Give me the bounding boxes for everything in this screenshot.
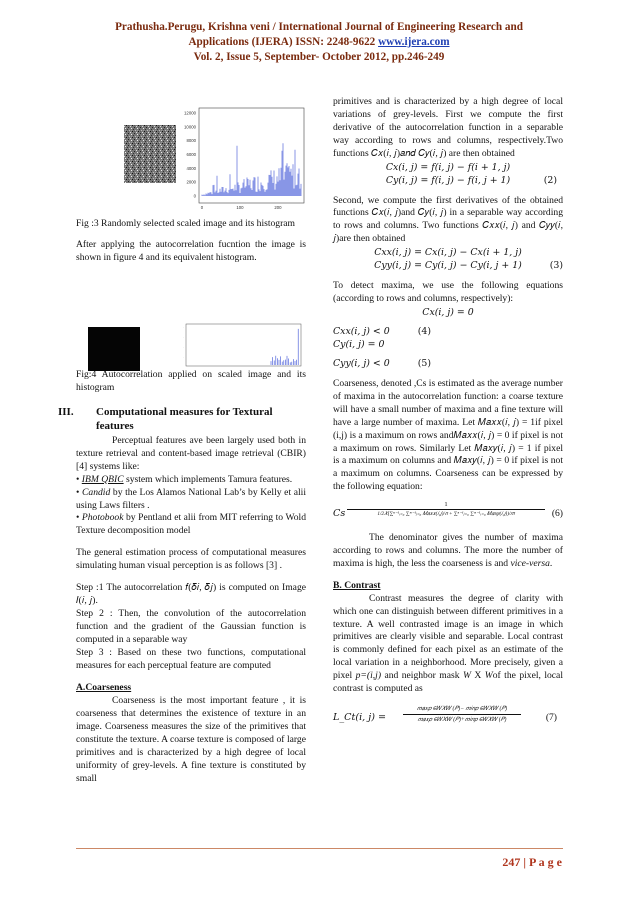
equation-2b-text: 𝐶𝑦(𝑖, 𝑗) = 𝑓(𝑖, 𝑗) − 𝑓(𝑖, 𝑗 + 1)	[385, 174, 511, 186]
footer-rule	[76, 848, 563, 849]
equation-6-number: (6)	[551, 508, 563, 520]
equation-3b	[333, 259, 563, 272]
equation-6-fraction	[347, 500, 545, 519]
equation-2b	[333, 174, 563, 187]
qbic-label: IBM QBIC	[81, 473, 124, 485]
equation-5b	[333, 357, 563, 370]
step-2: Step 2 : Then, the convolution of the autocorrelation function and the gradient of the Gaussian function is computed in a separable way	[76, 607, 306, 645]
fig3-x-tick-label: 0	[200, 205, 204, 210]
fig3-y-tick-label: 12000	[184, 110, 196, 116]
header-volume: Vol. 2, Issue 5, September- October 2012, pp.246-249	[193, 51, 445, 63]
fig3-y-tick-label: 2000	[186, 179, 196, 185]
fig4-intro: After applying the autocorrelation fucntion the image is shown in figure 4 and its equivalent histogram.	[76, 238, 306, 263]
equation-4b	[333, 325, 563, 338]
coarseness-paragraph-cont: primitives and is characterized by a high degree of local variations of grey-levels. First we compute the first derivative of the autocorrelation function in a separable way according to rows and columns, respectively.Two functions 𝐶𝑥(𝑖, 𝑗)𝑎𝑛𝑑 𝐶𝑦(𝑖, 𝑗) are then obtained	[333, 96, 563, 159]
bullet-qbic	[76, 474, 306, 487]
bullet-text: by Pentland et alii from MIT referring to Wold Texture decomposition model	[76, 512, 306, 537]
journal-url-link[interactable]: www.ijera.com	[378, 36, 450, 48]
equation-6-lhs: 𝐶𝑠	[333, 508, 346, 520]
mask-w2: W	[484, 670, 493, 682]
figure-4-graphic	[76, 322, 306, 372]
figure-3-graphic	[116, 103, 306, 215]
coarseness-definition: Coarseness, denoted ,Cs is estimated as the average number of maxima in the autocorrelation function: a coarse texture will have a small number of maxima and a fine texture will have a large number of maxima. Let 𝑀𝑎𝑥𝑥(𝑖, 𝑗) = 1if pixel (i,j) is a maximum on rows and𝑀𝑎𝑥𝑥(𝑖, 𝑗) = 0 if pixel is not a maximum on rows. Similarly Let 𝑀𝑎𝑥𝑦(𝑖, 𝑗) = 1 if pixel is a maximum on columns and 𝑀𝑎𝑥𝑦(𝑖, 𝑗) = 0 if pixel is not a maximum on columns. Coarseness can be expressed by the following equation:	[333, 377, 563, 493]
contrast-text-b: and neighbor mask	[381, 670, 463, 682]
second-derivative-paragraph: Second, we compute the first derivatives of the obtained functions 𝐶𝑥(𝑖, 𝑗)and 𝐶𝑦(𝑖, 𝑗) in a separable way according to rows and columns. Two functions 𝐶𝑥𝑥(𝑖, 𝑗) and 𝐶𝑦𝑦(𝑖, 𝑗)are then obtained	[333, 194, 563, 245]
denominator-text: The denominator gives the number of maxima according to rows and columns. The more the number of maxima is high, the less the coarseness is and	[333, 532, 563, 569]
bullet-photobook	[76, 512, 306, 538]
pixel-notation: p=(i,j)	[355, 670, 382, 682]
svg-text:·: ·	[183, 336, 184, 339]
equation-4a: 𝐶𝑥(𝑖, 𝑗) = 0	[422, 306, 474, 318]
photobook-label: Photobook	[81, 512, 124, 524]
equation-3-number: (3)	[549, 260, 563, 272]
journal-header	[0, 20, 638, 65]
fig3-x-tick-label: 200	[274, 205, 282, 210]
bullet-candid	[76, 487, 306, 513]
candid-label: Candid	[82, 486, 111, 498]
fig4-histogram-frame	[186, 324, 301, 366]
fig3-y-tick-label: 6000	[186, 152, 196, 157]
header-issn-text: Applications (IJERA) ISSN: 2248-9622	[188, 36, 379, 48]
equation-4-number: (4)	[417, 325, 431, 337]
section3-intro: Perceptual features ave been largely used both in texture retrieval and content-based image retrieval (CBIR)[4] systems like:	[76, 435, 306, 472]
svg-text:·: ·	[183, 356, 184, 359]
equation-2a: 𝐶𝑥(𝑖, 𝑗) = 𝑓(𝑖, 𝑗) − 𝑓(𝑖 + 1, 𝑗)	[385, 161, 511, 173]
bullet-mark: •	[76, 512, 82, 524]
period: .	[549, 557, 553, 569]
fig3-y-tick-label: 10000	[184, 124, 196, 130]
fig3-caption: Fig :3 Randomly selected scaled image and its histogram	[76, 218, 296, 229]
mask-w: W	[462, 670, 471, 682]
contrast-heading: B. Contrast	[333, 579, 381, 591]
contrast-paragraph	[333, 593, 563, 696]
estimation-paragraph: The general estimation process of computational measures simulating human visual perception is as follows [3] .	[76, 547, 306, 572]
equation-5-number: (5)	[417, 357, 432, 369]
coarseness-heading: A.Coarseness	[76, 682, 132, 694]
bullet-text: by the Los Alamos National Lab’s by Kelly et alii using Laws filters .	[76, 486, 306, 511]
step-1: Step :1 The autocorrelation 𝑓(𝛿𝑖, 𝛿𝑗) is computed on Image 𝐼(𝑖, 𝑗).	[76, 582, 306, 606]
right-column	[333, 96, 563, 730]
fig3-y-tick-label: 8000	[186, 138, 196, 144]
bullet-text: system which implements Tamura features.	[123, 473, 293, 485]
fig3-y-tick-label: 4000	[186, 165, 196, 171]
equation-6	[333, 500, 563, 526]
equation-4b-text: 𝐶𝑥𝑥(𝑖, 𝑗) < 0	[333, 325, 390, 337]
equation-7	[333, 704, 563, 730]
equation-6-numerator: 1	[444, 501, 448, 509]
section-3-body	[76, 435, 306, 786]
coarseness-paragraph: Coarseness is the most important feature , it is coarseness that determines the existence of texture in an image. Coarseness measures the size of the primitives that constitute the texture. A coarse texture is composed of large primitives and is characterized by a high degree of local uniformity of grey-levels. A fine texture is constituted by small	[76, 695, 306, 784]
fig3-x-tick-label: 100	[236, 205, 244, 210]
bullet-mark: •	[76, 473, 82, 485]
autocorrelation-image	[88, 327, 140, 371]
equation-3a: 𝐶𝑥𝑥(𝑖, 𝑗) = 𝐶𝑥(𝑖, 𝑗) − 𝐶𝑥(𝑖 + 1, 𝑗)	[374, 247, 522, 259]
fig3-histogram	[184, 108, 304, 210]
vice-versa: vice-versa	[510, 557, 550, 569]
bullet-mark: •	[76, 486, 82, 498]
fig4-caption: Fig:4 Autocorrelation applied on scaled image and its histogram	[76, 369, 306, 393]
equation-7-number: (7)	[545, 712, 557, 723]
page-number: 247 | P a g e	[502, 855, 562, 869]
step-3: Step 3 : Based on these two functions, computational measures for each perceptual feature are computed	[76, 646, 306, 671]
contrast-text-d: of the pixel, local contrast is computed as	[333, 670, 563, 695]
scaled-image	[124, 125, 176, 183]
equation-7-fraction	[403, 704, 521, 725]
equation-5a: 𝐶𝑦(𝑖, 𝑗) = 0	[333, 338, 385, 350]
denominator-paragraph	[333, 532, 563, 571]
section-number: III.	[58, 406, 74, 418]
equation-7-lhs: 𝐿_𝐶𝑡(𝑖, 𝑗) =	[333, 712, 387, 723]
equation-3b-text: 𝐶𝑦𝑦(𝑖, 𝑗) = 𝐶𝑦(𝑖, 𝑗) − 𝐶𝑦(𝑖, 𝑗 + 1)	[374, 260, 522, 272]
left-column	[76, 218, 306, 265]
equation-6-denominator: 1/2𝑋(∑ⁿ⁻¹ᵢ₌₀ ∑ᵐ⁻¹ⱼ₌₀ 𝑀𝑎𝑥𝑥(𝑖,𝑗)/𝑛 + ∑ⁿ⁻¹ⱼ₌₀ ∑ᵐ⁻¹ᵢ₌₀ 𝑀𝑎𝑥𝑦(𝑖,𝑗))/𝑚	[347, 509, 545, 519]
contrast-text: Contrast measures the degree of clarity with which one can distinguish between different primitives in a texture. A well contrasted image is an image in which primitives are clearly visible and separable. Local contrast is commonly defined for each pixel as an estimate of the local variation in a neighborhood. More precisely, given a pixel	[333, 592, 563, 682]
maxima-paragraph: To detect maxima, we use the following equations (according to rows and columns, respectively):	[333, 280, 563, 305]
svg-text:·: ·	[183, 346, 184, 349]
section-3-heading	[58, 405, 306, 433]
figure-4	[76, 322, 306, 372]
header-authors: Prathusha.Perugu, Krishna veni / International Journal of Engineering Research and	[115, 21, 523, 33]
equation-5b-text: 𝐶𝑦𝑦(𝑖, 𝑗) < 0	[333, 357, 390, 369]
fig3-y-tick-label: 0	[193, 193, 196, 199]
mask-x: X	[470, 670, 485, 682]
section-title: Computational measures for Textural features	[96, 406, 273, 432]
svg-text:·: ·	[183, 326, 184, 329]
equation-7-denominator: 𝑚𝑎𝑥𝑝 ∈𝑊𝑋𝑊 (𝑃)+𝑚𝑖𝑛𝑝 ∈𝑊𝑋𝑊 (𝑃)	[403, 714, 521, 725]
header-issn	[0, 35, 638, 50]
figure-3	[116, 103, 306, 215]
fig4-caption-block	[76, 369, 306, 395]
equation-7-numerator: 𝑚𝑎𝑥𝑝 ∈𝑊𝑋𝑊 (𝑃)− 𝑚𝑖𝑛𝑝 ∈𝑊𝑋𝑊 (𝑃)	[416, 706, 508, 712]
equation-2-number: (2)	[543, 174, 557, 186]
